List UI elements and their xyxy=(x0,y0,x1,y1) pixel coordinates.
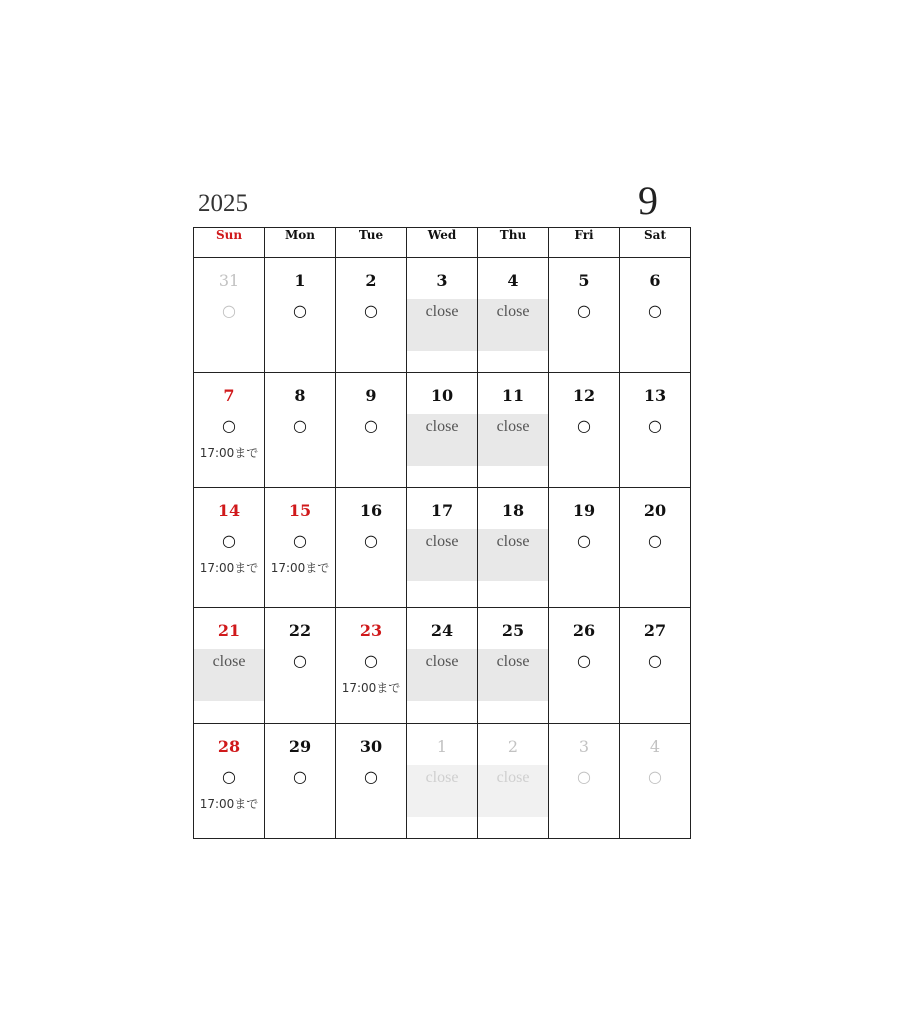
day-cell[interactable] xyxy=(478,488,549,608)
open-circle-icon: ○ xyxy=(577,651,591,670)
day-cell[interactable] xyxy=(194,258,265,373)
closed-label: close xyxy=(407,414,477,466)
open-status xyxy=(620,649,690,669)
day-cell[interactable] xyxy=(620,258,691,373)
day-number: 8 xyxy=(294,386,306,405)
day-cell[interactable] xyxy=(407,373,478,488)
open-circle-icon: ○ xyxy=(648,651,662,670)
day-cell-content xyxy=(478,258,548,372)
day-number: 18 xyxy=(501,501,525,520)
day-cell-content xyxy=(407,373,477,487)
week-row xyxy=(194,258,691,373)
day-cell-content xyxy=(194,488,264,607)
day-cell[interactable] xyxy=(265,608,336,724)
open-status xyxy=(336,765,406,785)
day-cell[interactable] xyxy=(265,488,336,608)
day-number: 3 xyxy=(578,737,590,756)
week-row xyxy=(194,724,691,839)
day-number: 31 xyxy=(218,271,240,290)
day-cell-content xyxy=(549,373,619,487)
day-cell-content xyxy=(194,373,264,487)
open-status xyxy=(194,529,264,574)
day-number: 1 xyxy=(436,737,448,756)
day-cell[interactable] xyxy=(265,724,336,839)
open-circle-icon: ○ xyxy=(364,416,378,435)
day-number: 9 xyxy=(365,386,377,405)
closed-label: close xyxy=(407,649,477,701)
day-cell-content xyxy=(478,373,548,487)
day-cell-content xyxy=(336,373,406,487)
open-status xyxy=(265,765,335,785)
closed-label: close xyxy=(478,765,548,817)
day-number: 25 xyxy=(501,621,525,640)
open-circle-icon: ○ xyxy=(293,416,307,435)
day-cell-content xyxy=(336,258,406,372)
month-label: 9 xyxy=(638,178,658,223)
weekday-thu: Thu xyxy=(478,228,549,258)
day-cell-content xyxy=(407,258,477,372)
open-circle-icon: ○ xyxy=(648,416,662,435)
day-number: 13 xyxy=(643,386,667,405)
day-cell-content xyxy=(549,258,619,372)
day-cell-content xyxy=(194,608,264,723)
day-cell[interactable] xyxy=(265,373,336,488)
open-status xyxy=(549,414,619,434)
day-cell[interactable] xyxy=(194,724,265,839)
closed-label: close xyxy=(478,649,548,701)
open-circle-icon: ○ xyxy=(293,301,307,320)
day-cell[interactable] xyxy=(620,608,691,724)
day-number: 7 xyxy=(223,386,235,405)
day-cell-content xyxy=(549,724,619,838)
day-number: 4 xyxy=(507,271,519,290)
day-cell-content xyxy=(407,608,477,723)
day-number: 2 xyxy=(365,271,377,290)
day-number: 26 xyxy=(572,621,596,640)
open-status xyxy=(194,299,264,319)
open-circle-icon: ○ xyxy=(364,767,378,786)
open-circle-icon: ○ xyxy=(648,531,662,550)
day-cell[interactable] xyxy=(549,608,620,724)
day-cell[interactable] xyxy=(478,724,549,839)
open-status xyxy=(620,529,690,549)
day-cell-content xyxy=(478,488,548,607)
open-circle-icon: ○ xyxy=(222,767,236,786)
day-number: 23 xyxy=(359,621,383,640)
day-cell[interactable] xyxy=(549,724,620,839)
day-cell[interactable] xyxy=(194,488,265,608)
day-cell[interactable] xyxy=(336,488,407,608)
day-number: 27 xyxy=(643,621,667,640)
open-status xyxy=(620,765,690,785)
open-circle-icon: ○ xyxy=(222,416,236,435)
closed-label: close xyxy=(478,299,548,351)
open-circle-icon: ○ xyxy=(577,416,591,435)
open-circle-icon: ○ xyxy=(222,301,236,320)
day-cell[interactable] xyxy=(478,373,549,488)
day-cell-content xyxy=(265,373,335,487)
day-cell[interactable] xyxy=(265,258,336,373)
weekday-wed: Wed xyxy=(407,228,478,258)
open-circle-icon: ○ xyxy=(293,531,307,550)
open-status xyxy=(336,414,406,434)
weekday-mon: Mon xyxy=(265,228,336,258)
open-status xyxy=(549,649,619,669)
day-number: 5 xyxy=(578,271,590,290)
open-circle-icon: ○ xyxy=(577,767,591,786)
week-row xyxy=(194,488,691,608)
open-status xyxy=(336,299,406,319)
day-cell-content xyxy=(265,724,335,838)
day-cell-content xyxy=(194,258,264,372)
day-cell[interactable] xyxy=(336,258,407,373)
day-number: 17 xyxy=(430,501,454,520)
day-cell-content xyxy=(194,724,264,838)
week-row xyxy=(194,373,691,488)
calendar xyxy=(193,180,683,839)
day-cell-content xyxy=(549,488,619,607)
day-cell-content xyxy=(478,608,548,723)
open-status xyxy=(265,529,335,574)
open-circle-icon: ○ xyxy=(648,301,662,320)
hours-note: 17:00まで xyxy=(199,561,259,575)
day-cell[interactable] xyxy=(549,258,620,373)
week-row xyxy=(194,608,691,724)
day-cell-content xyxy=(620,373,690,487)
open-circle-icon: ○ xyxy=(222,531,236,550)
day-cell[interactable] xyxy=(407,488,478,608)
closed-label: close xyxy=(478,529,548,581)
open-circle-icon: ○ xyxy=(577,301,591,320)
day-number: 6 xyxy=(649,271,661,290)
day-cell-content xyxy=(407,488,477,607)
day-cell-content xyxy=(265,258,335,372)
day-cell-content xyxy=(265,488,335,607)
open-status xyxy=(549,299,619,319)
day-cell[interactable] xyxy=(549,373,620,488)
day-cell-content xyxy=(336,608,406,723)
day-cell[interactable] xyxy=(478,258,549,373)
open-circle-icon: ○ xyxy=(364,651,378,670)
weekday-fri: Fri xyxy=(549,228,620,258)
weekday-tue: Tue xyxy=(336,228,407,258)
day-number: 28 xyxy=(217,737,241,756)
day-cell[interactable] xyxy=(549,488,620,608)
day-cell[interactable] xyxy=(336,608,407,724)
open-status xyxy=(265,299,335,319)
day-number: 1 xyxy=(294,271,306,290)
day-number: 19 xyxy=(572,501,596,520)
day-number: 11 xyxy=(501,386,525,405)
weekday-sun: Sun xyxy=(194,228,265,258)
day-cell-content xyxy=(336,724,406,838)
day-cell-content xyxy=(336,488,406,607)
open-circle-icon: ○ xyxy=(577,531,591,550)
hours-note: 17:00まで xyxy=(199,446,259,460)
day-cell-content xyxy=(478,724,548,838)
day-cell-content xyxy=(620,608,690,723)
closed-label: close xyxy=(407,765,477,817)
closed-label: close xyxy=(407,299,477,351)
day-cell-content xyxy=(407,724,477,838)
day-cell[interactable] xyxy=(194,608,265,724)
day-number: 24 xyxy=(430,621,454,640)
calendar-grid xyxy=(193,227,691,839)
open-status xyxy=(549,529,619,549)
day-cell-content xyxy=(620,488,690,607)
closed-label: close xyxy=(407,529,477,581)
day-number: 29 xyxy=(288,737,312,756)
day-cell-content xyxy=(265,608,335,723)
weekday-header-row xyxy=(194,228,691,258)
closed-label: close xyxy=(194,649,264,701)
day-number: 30 xyxy=(359,737,383,756)
open-status xyxy=(194,765,264,810)
hours-note: 17:00まで xyxy=(270,561,330,575)
day-number: 20 xyxy=(643,501,667,520)
day-number: 3 xyxy=(436,271,448,290)
open-status xyxy=(620,299,690,319)
day-number: 21 xyxy=(217,621,241,640)
open-circle-icon: ○ xyxy=(648,767,662,786)
day-number: 16 xyxy=(359,501,383,520)
day-cell[interactable] xyxy=(620,373,691,488)
day-number: 10 xyxy=(430,386,454,405)
year-label: 2025 xyxy=(198,190,248,217)
hours-note: 17:00まで xyxy=(341,681,401,695)
day-cell[interactable] xyxy=(336,373,407,488)
open-circle-icon: ○ xyxy=(293,651,307,670)
day-number: 14 xyxy=(217,501,241,520)
day-cell[interactable] xyxy=(620,488,691,608)
open-status xyxy=(265,649,335,669)
open-status xyxy=(336,649,406,694)
hours-note: 17:00まで xyxy=(199,797,259,811)
day-number: 2 xyxy=(507,737,519,756)
day-number: 15 xyxy=(288,501,312,520)
weekday-sat: Sat xyxy=(620,228,691,258)
closed-label: close xyxy=(478,414,548,466)
open-circle-icon: ○ xyxy=(364,301,378,320)
day-cell[interactable] xyxy=(194,373,265,488)
day-number: 4 xyxy=(649,737,661,756)
open-status xyxy=(549,765,619,785)
open-circle-icon: ○ xyxy=(293,767,307,786)
open-status xyxy=(265,414,335,434)
day-number: 12 xyxy=(572,386,596,405)
day-cell[interactable] xyxy=(620,724,691,839)
day-cell[interactable] xyxy=(336,724,407,839)
open-circle-icon: ○ xyxy=(364,531,378,550)
day-cell[interactable] xyxy=(407,724,478,839)
day-cell-content xyxy=(620,258,690,372)
calendar-header xyxy=(193,180,683,227)
day-cell[interactable] xyxy=(478,608,549,724)
day-cell-content xyxy=(620,724,690,838)
open-status xyxy=(620,414,690,434)
day-number: 22 xyxy=(288,621,312,640)
day-cell-content xyxy=(549,608,619,723)
day-cell[interactable] xyxy=(407,258,478,373)
open-status xyxy=(336,529,406,549)
open-status xyxy=(194,414,264,459)
day-cell[interactable] xyxy=(407,608,478,724)
